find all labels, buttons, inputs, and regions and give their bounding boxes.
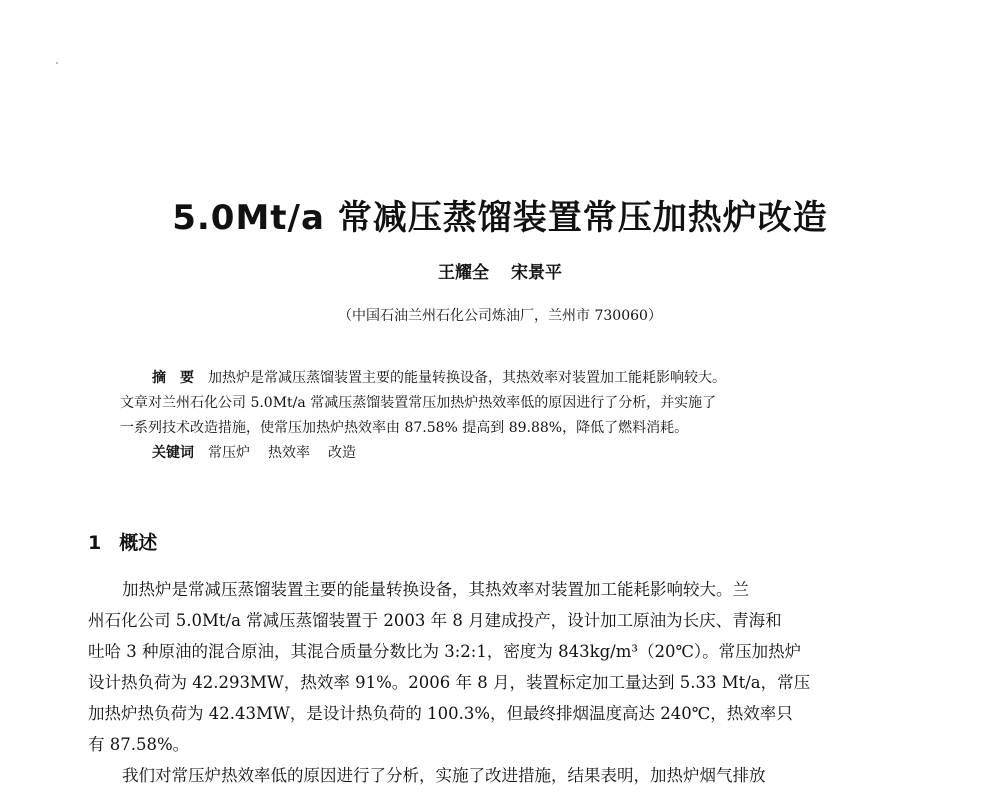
abstract-text: 文章对兰州石化公司 5.0Mt/a 常减压蒸馏装置常压加热炉热效率低的原因进行了分析，并实施了: [120, 395, 717, 411]
section-title: 概述: [119, 532, 158, 554]
abstract-line: [120, 366, 880, 391]
body-line: 州石化公司 5.0Mt/a 常减压蒸馏装置于 2003 年 8 月建成投产，设计加工原油为长庆、青海和: [88, 611, 782, 630]
body-line: 我们对常压炉热效率低的原因进行了分析，实施了改进措施，结果表明，加热炉烟气排放: [122, 766, 766, 785]
body-line: 加热炉热负荷为 42.43MW，是设计热负荷的 100.3%，但最终排烟温度高达 240℃，热效率只: [88, 704, 793, 723]
section-heading: [88, 528, 157, 555]
abstract-label: 摘 要: [152, 370, 194, 386]
abstract-block: [120, 366, 880, 466]
author-name: 王耀全: [438, 263, 489, 283]
author-list: [0, 258, 1000, 283]
abstract-line: [120, 416, 880, 441]
abstract-text: 一系列技术改造措施，使常压加热炉热效率由 87.58% 提高到 89.88%，降低了燃料消耗。: [120, 420, 689, 436]
body-line: 有 87.58%。: [88, 735, 190, 754]
body-line: 吐哈 3 种原油的混合原油，其混合质量分数比为 3:2:1，密度为 843kg/m³（20℃）。常压加热炉: [88, 642, 802, 661]
paper-title: 5.0Mt/a 常减压蒸馏装置常压加热炉改造: [172, 198, 828, 238]
scan-speck: [56, 62, 58, 64]
keyword: 常压炉: [208, 445, 250, 461]
keywords-label: 关键词: [152, 445, 194, 461]
keyword: 改造: [328, 445, 356, 461]
body-line: 设计热负荷为 42.293MW，热效率 91%。2006 年 8 月，装置标定加工量达到 5.33 Mt/a，常压: [88, 673, 811, 692]
body-paragraphs: [88, 574, 910, 791]
body-line: 加热炉是常减压蒸馏装置主要的能量转换设备，其热效率对装置加工能耗影响较大。兰: [122, 580, 749, 599]
abstract-line: [120, 391, 880, 416]
author-name: 宋景平: [511, 263, 562, 283]
section-number: 1: [88, 532, 102, 554]
affiliation: （中国石油兰州石化公司炼油厂，兰州市 730060）: [338, 308, 662, 324]
keywords-line: [120, 441, 880, 466]
keyword: 热效率: [268, 445, 310, 461]
abstract-text: 加热炉是常减压蒸馏装置主要的能量转换设备，其热效率对装置加工能耗影响较大。: [208, 370, 726, 386]
